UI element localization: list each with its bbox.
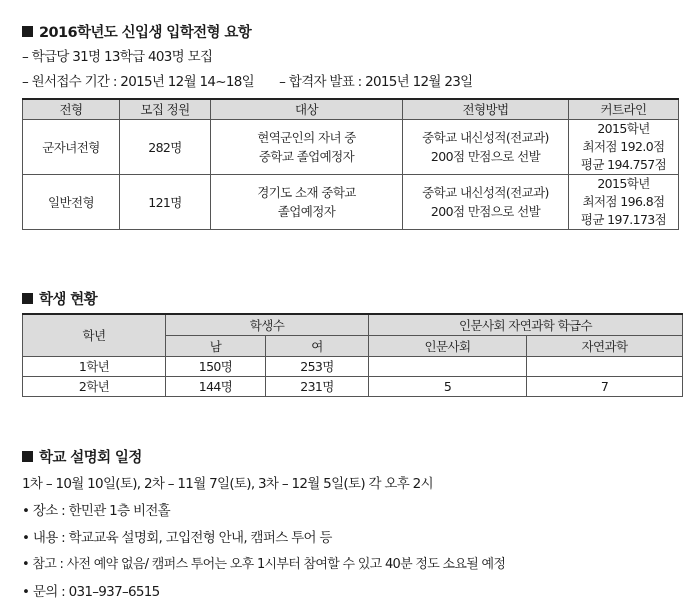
- admission-target: 현역군인의 자녀 중 중학교 졸업예정자: [211, 120, 403, 175]
- admission-target: 경기도 소재 중학교 졸업예정자: [211, 175, 403, 230]
- table-row: [23, 377, 683, 397]
- header-female: 여: [266, 336, 369, 357]
- header-cutline: 커트라인: [569, 99, 679, 120]
- admission-section-title: [22, 21, 251, 42]
- male-cell: 144명: [166, 377, 266, 397]
- header-quota: 모집 정원: [120, 99, 211, 120]
- info-session-note: • 참고 : 사전 예약 없음/ 캠퍼스 투어는 오후 1시부터 참여할 수 있고 40분 정도 소요될 예정: [22, 557, 506, 572]
- female-cell: 231명: [266, 377, 369, 397]
- students-table: [22, 313, 683, 397]
- header-science: 자연과학: [527, 336, 683, 357]
- header-target: 대상: [211, 99, 403, 120]
- header-type: 전형: [23, 99, 120, 120]
- table-row: [23, 120, 679, 175]
- admission-cutline: 2015학년 최저점 196.8점 평균 197.173점: [569, 175, 679, 230]
- students-header-row-1: [23, 314, 683, 336]
- admission-method: 중학교 내신성적(전교과) 200점 만점으로 선발: [403, 175, 569, 230]
- students-title-text: 학생 현황: [39, 292, 98, 308]
- admission-quota: 282명: [120, 120, 211, 175]
- info-session-title-text: 학교 설명회 일정: [39, 450, 142, 466]
- square-bullet-icon: [22, 293, 33, 304]
- admission-type: 군자녀전형: [23, 120, 120, 175]
- grade-cell: 1학년: [23, 357, 166, 377]
- info-session-section-title: [22, 446, 142, 467]
- admission-table: [22, 98, 679, 230]
- info-session-schedule: 1차 – 10월 10일(토), 2차 – 11월 7일(토), 3차 – 12월 5일(토) 각 오후 2시: [22, 476, 433, 492]
- admission-quota: 121명: [120, 175, 211, 230]
- admission-type: 일반전형: [23, 175, 120, 230]
- students-section-title: [22, 288, 97, 309]
- header-grade: 학년: [23, 314, 166, 357]
- header-method: 전형방법: [403, 99, 569, 120]
- info-session-content: • 내용 : 학교교육 설명회, 고입전형 안내, 캠퍼스 투어 등: [22, 530, 332, 546]
- header-humanities: 인문사회: [369, 336, 527, 357]
- header-track-classes: 인문사회 자연과학 학급수: [369, 314, 683, 336]
- square-bullet-icon: [22, 451, 33, 462]
- grade-cell: 2학년: [23, 377, 166, 397]
- humanities-cell: [369, 357, 527, 377]
- square-bullet-icon: [22, 26, 33, 37]
- header-male: 남: [166, 336, 266, 357]
- humanities-cell: 5: [369, 377, 527, 397]
- header-student-count: 학생수: [166, 314, 369, 336]
- admission-method: 중학교 내신성적(전교과) 200점 만점으로 선발: [403, 120, 569, 175]
- science-cell: 7: [527, 377, 683, 397]
- admission-dates-line: – 원서접수 기간 : 2015년 12월 14~18일 – 합격자 발표 : 2015년 12월 23일: [22, 74, 473, 90]
- admission-title-text: 2016학년도 신입생 입학전형 요항: [39, 25, 252, 41]
- male-cell: 150명: [166, 357, 266, 377]
- admission-cutline: 2015학년 최저점 192.0점 평균 194.757점: [569, 120, 679, 175]
- table-row: [23, 175, 679, 230]
- science-cell: [527, 357, 683, 377]
- info-session-contact: • 문의 : 031–937–6515: [22, 584, 160, 600]
- female-cell: 253명: [266, 357, 369, 377]
- table-row: [23, 357, 683, 377]
- admission-quota-line: – 학급당 31명 13학급 403명 모집: [22, 49, 213, 65]
- info-session-place: • 장소 : 한민관 1층 비전홀: [22, 503, 171, 519]
- admission-table-header-row: [23, 99, 679, 120]
